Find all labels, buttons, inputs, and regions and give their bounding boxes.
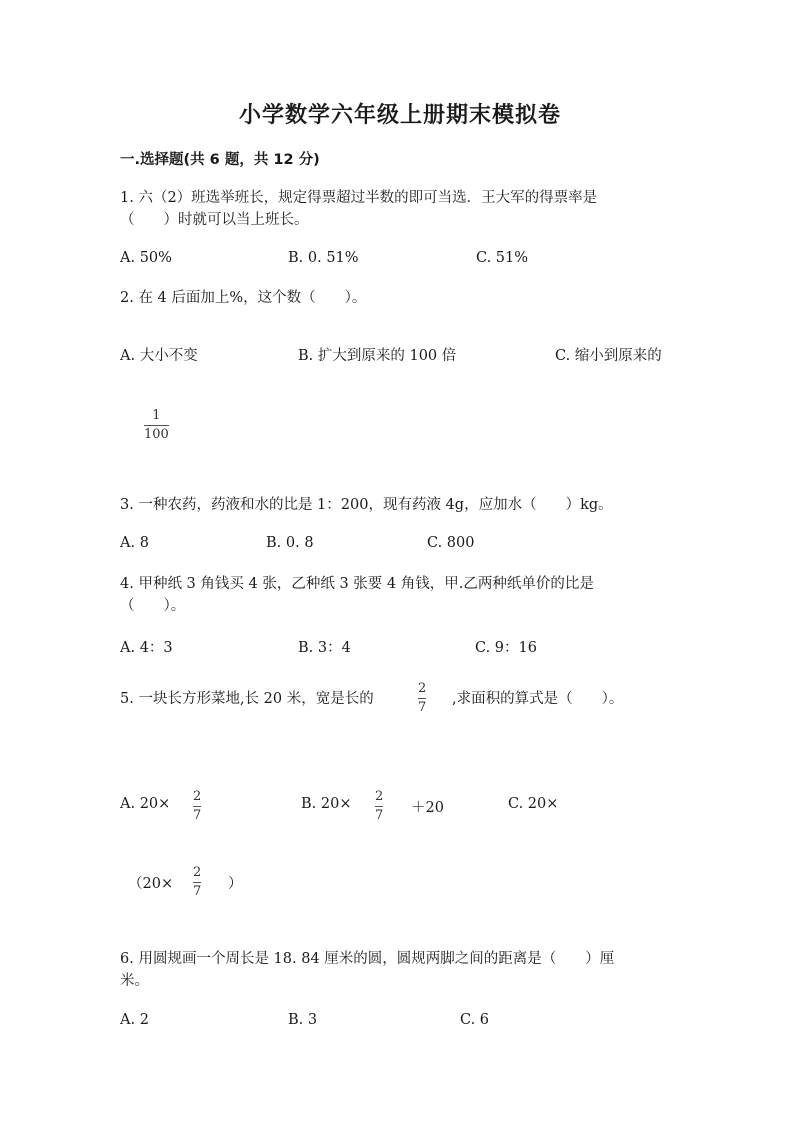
fraction-bar	[375, 806, 383, 807]
fraction-denominator: 7	[193, 884, 202, 899]
q4-option-a: A. 4：3	[120, 640, 173, 656]
q5-fraction	[418, 682, 426, 715]
question-1-line-2: （ ）时就可以当上班长。	[120, 212, 309, 228]
fraction-denominator: 100	[144, 427, 169, 442]
fraction-denominator: 7	[418, 700, 427, 715]
question-5-text-before: 5. 一块长方形菜地,长 20 米，宽是长的	[120, 691, 374, 707]
q5-option-a: A. 20×	[120, 796, 171, 812]
q2-option-c-fraction	[144, 409, 169, 442]
question-4	[120, 573, 594, 617]
question-1	[120, 187, 597, 231]
fraction-bar	[193, 806, 201, 807]
question-5-text-after: ,求面积的算式是（ ）。	[452, 691, 624, 707]
fraction-numerator: 2	[375, 789, 384, 804]
q6-option-c: C. 6	[460, 1012, 490, 1028]
section-heading: 一.选择题(共 6 题，共 12 分)	[120, 152, 320, 168]
q5-option-c: C. 20×	[508, 796, 559, 812]
page-title: 小学数学六年级上册期末模拟卷	[238, 103, 561, 128]
q5-option-c-line-2-prefix: （20×	[128, 876, 174, 892]
q6-option-a: A. 2	[120, 1012, 149, 1028]
fraction-numerator: 2	[418, 681, 427, 696]
q6-option-b: B. 3	[288, 1012, 318, 1028]
q5-option-a-fraction	[193, 790, 201, 823]
fraction-bar	[193, 882, 201, 883]
fraction-denominator: 7	[193, 808, 202, 823]
q3-option-b: B. 0. 8	[266, 535, 314, 551]
question-1-line-1: 1. 六（2）班选举班长，规定得票超过半数的即可当选．王大军的得票率是	[120, 190, 598, 206]
question-6-line-1: 6. 用圆规画一个周长是 18. 84 厘米的圆，圆规两脚之间的距离是（ ）厘	[120, 951, 615, 967]
fraction-numerator: 2	[193, 789, 202, 804]
fraction-numerator: 1	[152, 408, 161, 423]
question-6	[120, 948, 614, 992]
q5-option-c-line-2-suffix: ）	[228, 876, 243, 892]
q1-option-a: A. 50%	[120, 250, 172, 266]
q1-option-c: C. 51%	[476, 250, 529, 266]
q4-option-c: C. 9：16	[475, 640, 537, 656]
question-4-line-1: 4. 甲种纸 3 角钱买 4 张，乙种纸 3 张要 4 角钱，甲.乙两种纸单价的比是	[120, 576, 594, 592]
q1-option-b: B. 0. 51%	[288, 250, 359, 266]
fraction-bar	[418, 698, 426, 699]
fraction-numerator: 2	[193, 865, 202, 880]
q3-option-c: C. 800	[427, 535, 475, 551]
q2-option-b: B. 扩大到原来的 100 倍	[298, 348, 457, 364]
q5-option-b-fraction	[375, 790, 383, 823]
question-6-line-2: 米。	[120, 973, 149, 989]
fraction-bar	[144, 425, 169, 426]
q2-option-a: A. 大小不变	[120, 348, 198, 364]
q3-option-a: A. 8	[120, 535, 149, 551]
fraction-denominator: 7	[375, 808, 384, 823]
question-4-line-2: （ ）。	[120, 598, 186, 614]
q4-option-b: B. 3：4	[298, 640, 351, 656]
question-2: 2. 在 4 后面加上%，这个数（ ）。	[120, 290, 367, 306]
q5-option-c-fraction	[193, 866, 201, 899]
question-3: 3. 一种农药，药液和水的比是 1：200，现有药液 4g，应加水（ ）kg。	[120, 497, 613, 513]
q2-option-c: C. 缩小到原来的	[555, 348, 662, 364]
q5-option-b-suffix: ＋20	[411, 800, 444, 816]
q5-option-b: B. 20×	[301, 796, 352, 812]
